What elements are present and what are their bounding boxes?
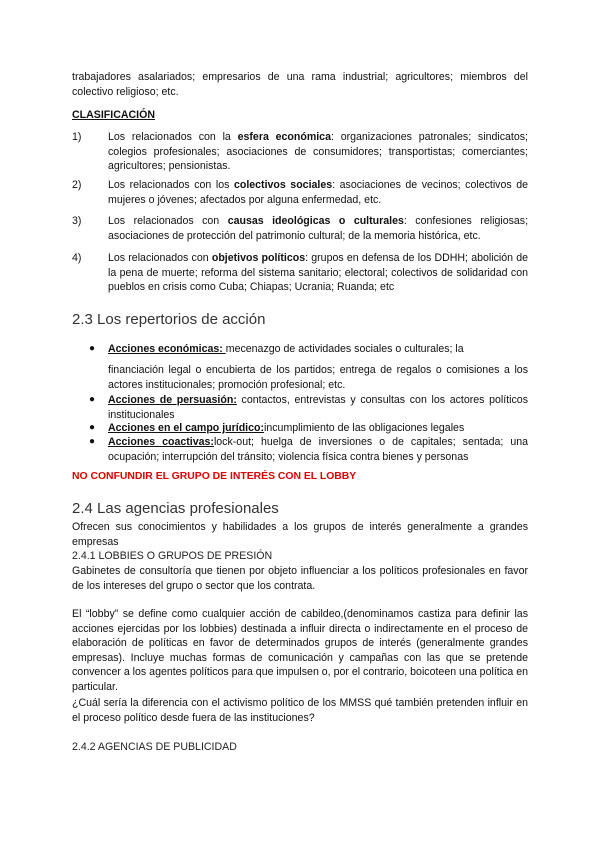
section-heading-2-4: 2.4 Las agencias profesionales xyxy=(72,500,279,517)
subsection-2-4-1-text: Gabinetes de consultoría que tienen por objeto influenciar a los políticos profesionales en favor de los intereses del grupo o sector que los contrata. xyxy=(72,565,528,592)
bullet-item-continuation: financiación legal o encubierta de los partidos; entrega de regalos o comisiones a los actores institucionales; promoción profesional; etc. xyxy=(108,364,528,391)
list-item: Los relacionados con la esfera económica: organizaciones patronales; sindicatos; colegios profesionales; asociaciones de consumidores; transportistas; comerciantes; agricultores; pensionistas. xyxy=(108,131,528,173)
warning-text: NO CONFUNDIR EL GRUPO DE INTERÉS CON EL LOBBY xyxy=(72,471,357,482)
list-item: Los relacionados con causas ideológicas o culturales: confesiones religiosas; asociaciones de protección del patrimonio cultural; de la memoria histórica, etc. xyxy=(108,215,529,242)
subsection-title-2-4-2: 2.4.2 AGENCIAS DE PUBLICIDAD xyxy=(72,741,237,753)
list-number: 4) xyxy=(72,252,82,264)
list-number: 1) xyxy=(72,131,82,143)
list-item: Los relacionados con los colectivos sociales: asociaciones de vecinos; colectivos de mujeres o jóvenes; afectados por alguna enfermedad, etc. xyxy=(108,179,528,206)
bullet-item: Acciones coactivas:lock-out; huelga de inversiones o de capitales; sentada; una ocupación; interrupción del tránsito; violencia física contra bienes y personas xyxy=(108,436,528,463)
bullet: ● xyxy=(89,436,96,447)
lobby-paragraph: El “lobby” se define como cualquier acción de cabildeo,(denominamos castiza para definir las acciones ejercidas por los lobbies) destinada a influir directa o indirectamente en el proceso de elaboración de políticas en favor de determinados grupos de interés (generalmente grandes empresas). Incluye muchas formas de comunicación y campañas con las que se pretende convencer a los agentes políticos para que impulsen o, por el contrario, boicoteen una política en particular. xyxy=(72,608,528,693)
clasificacion-heading: CLASIFICACIÓN xyxy=(72,109,155,121)
section-2-4-intro: Ofrecen sus conocimientos y habilidades a los grupos de interés generalmente a grandes empresas xyxy=(72,521,528,548)
question-paragraph: ¿Cuál sería la diferencia con el activismo político de los MMSS qué también pretenden influir en el proceso político desde fuera de las instituciones? xyxy=(72,697,528,724)
list-number: 3) xyxy=(72,215,82,227)
bullet: ● xyxy=(89,394,96,405)
bullet-item: Acciones económicas: mecenazgo de actividades sociales o culturales; la xyxy=(108,343,464,355)
list-number: 2) xyxy=(72,179,82,191)
subsection-title-2-4-1: 2.4.1 LOBBIES O GRUPOS DE PRESIÓN xyxy=(72,550,273,562)
bullet-item: Acciones en el campo jurídico:incumplimiento de las obligaciones legales xyxy=(108,422,465,434)
section-heading-2-3: 2.3 Los repertorios de acción xyxy=(72,311,266,328)
bullet: ● xyxy=(89,422,96,433)
bullet: ● xyxy=(89,343,96,354)
list-item: Los relacionados con objetivos políticos: grupos en defensa de los DDHH; abolición de la pena de muerte; reforma del sistema sanitario; electoral; colectivos de solidaridad con pueblos en crisis como Cuba; Chiapas; Ucrania; Ruanda; etc xyxy=(108,252,528,294)
intro-paragraph: trabajadores asalariados; empresarios de una rama industrial; agricultores; miembros del colectivo religioso; etc. xyxy=(72,71,528,98)
bullet-item: Acciones de persuasión: contactos, entrevistas y consultas con los actores políticos institucionales xyxy=(108,394,528,421)
